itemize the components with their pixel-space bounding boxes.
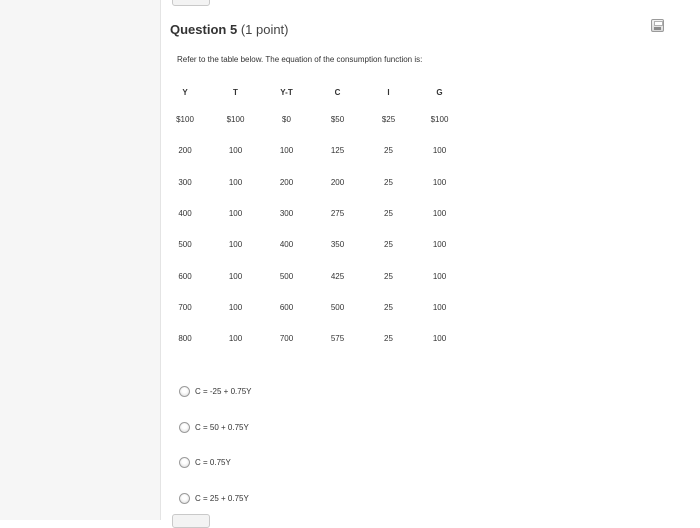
table-cell: $100: [176, 115, 194, 125]
table-cell: 425: [330, 271, 345, 281]
table-cell: 100: [432, 334, 447, 344]
table-cell: 100: [228, 334, 243, 344]
table-cell: 700: [178, 302, 192, 312]
table-cell: 100: [228, 271, 243, 281]
question-title: [170, 22, 289, 37]
table-cell: 300: [279, 209, 294, 219]
answer-option[interactable]: [179, 374, 251, 410]
table-cell: 575: [330, 334, 345, 344]
table-cell: 100: [432, 146, 447, 156]
radio-icon[interactable]: [179, 457, 190, 468]
next-button[interactable]: [172, 514, 210, 528]
column-header-c: C: [334, 87, 341, 97]
table-cell: $100: [430, 115, 449, 125]
answer-option[interactable]: [179, 445, 251, 481]
column-header-y: Y: [182, 87, 188, 97]
table-cell: 25: [384, 302, 393, 312]
table-cell: 600: [279, 302, 294, 312]
table-cell: 100: [228, 177, 243, 187]
table-cell: $50: [330, 115, 345, 125]
answer-option[interactable]: [179, 410, 251, 446]
table-row: [160, 260, 465, 291]
answer-option-label: C = 50 + 0.75Y: [195, 422, 249, 432]
question-points: (1 point): [240, 22, 289, 37]
table-cell: 100: [432, 302, 447, 312]
table-cell: 800: [178, 334, 192, 344]
table-cell: $25: [381, 115, 396, 125]
column-header-g: G: [436, 87, 443, 97]
table-row: [160, 167, 465, 198]
answer-option-label: C = 0.75Y: [195, 458, 231, 468]
table-cell: 500: [330, 302, 345, 312]
table-row: [160, 135, 465, 166]
table-cell: 200: [330, 177, 345, 187]
table-cell: 700: [279, 334, 294, 344]
column-header-y-minus-t: Y-T: [280, 87, 293, 97]
table-cell: 100: [432, 177, 447, 187]
table-cell: 100: [228, 146, 243, 156]
table-cell: 25: [384, 334, 393, 344]
answer-option-label: C = 25 + 0.75Y: [195, 493, 249, 503]
consumption-table: [160, 80, 465, 354]
save-icon[interactable]: [651, 19, 664, 32]
column-header-t: T: [233, 87, 238, 97]
table-cell: 500: [279, 271, 294, 281]
previous-button[interactable]: [172, 0, 210, 6]
table-row: [160, 198, 465, 229]
table-cell: $0: [282, 115, 291, 125]
answer-option-label: C = -25 + 0.75Y: [195, 387, 252, 397]
table-cell: 400: [178, 209, 192, 219]
table-cell: 275: [330, 209, 345, 219]
table-cell: 100: [432, 240, 447, 250]
table-cell: 300: [178, 177, 192, 187]
table-cell: 600: [178, 271, 192, 281]
table-cell: 500: [178, 240, 192, 250]
table-cell: 100: [432, 271, 447, 281]
table-cell: 100: [279, 146, 294, 156]
answer-options: [179, 374, 251, 516]
table-cell: 125: [330, 146, 345, 156]
table-header-row: [160, 80, 465, 104]
table-cell: 25: [384, 146, 393, 156]
table-cell: 100: [228, 209, 243, 219]
table-row: [160, 323, 465, 354]
table-row: [160, 229, 465, 260]
column-header-i: I: [387, 87, 390, 97]
table-cell: 100: [432, 209, 447, 219]
table-cell: 25: [384, 177, 393, 187]
table-cell: 100: [228, 240, 243, 250]
table-row: [160, 104, 465, 135]
answer-option[interactable]: [179, 481, 251, 517]
question-number: Question 5: [170, 22, 238, 37]
table-cell: 200: [279, 177, 294, 187]
table-body: [160, 104, 465, 354]
table-row: [160, 292, 465, 323]
table-cell: $100: [226, 115, 245, 125]
table-cell: 100: [228, 302, 243, 312]
radio-icon[interactable]: [179, 493, 190, 504]
radio-icon[interactable]: [179, 422, 190, 433]
question-prompt: Refer to the table below. The equation of the consumption function is:: [177, 55, 423, 64]
radio-icon[interactable]: [179, 386, 190, 397]
table-cell: 25: [384, 240, 393, 250]
table-cell: 200: [178, 146, 192, 156]
table-cell: 25: [384, 271, 393, 281]
table-cell: 350: [330, 240, 345, 250]
table-cell: 25: [384, 209, 393, 219]
table-cell: 400: [279, 240, 294, 250]
